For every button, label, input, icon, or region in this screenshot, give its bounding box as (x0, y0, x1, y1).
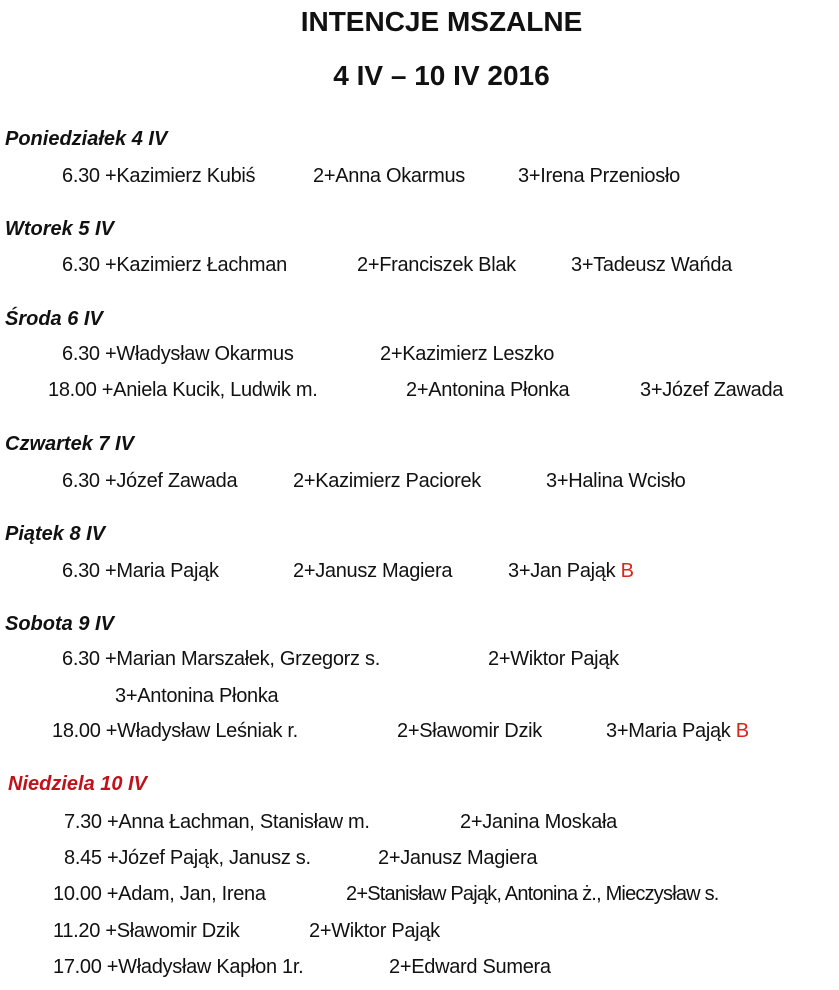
intention-3: 3+Tadeusz Wańda (571, 254, 732, 276)
intention-text: 3+Maria Pająk (606, 720, 731, 742)
intention-2: 2+Kazimierz Paciorek (293, 470, 481, 492)
day-heading-friday: Piątek 8 IV (5, 523, 106, 545)
b-marker: B (735, 720, 749, 742)
intention-1: 18.00 +Aniela Kucik, Ludwik m. (48, 379, 318, 401)
intention-2: 2+Edward Sumera (389, 956, 551, 978)
intention-1: 6.30 +Kazimierz Łachman (62, 254, 287, 276)
day-heading-saturday: Sobota 9 IV (5, 613, 114, 635)
intention-1: 7.30 +Anna Łachman, Stanisław m. (64, 811, 370, 833)
intention-3: 3+Irena Przeniosło (518, 165, 680, 187)
intention-2: 2+Antonina Płonka (406, 379, 570, 401)
intention-3 (508, 560, 634, 583)
day-heading-wednesday: Środa 6 IV (5, 308, 103, 330)
intention-1: 18.00 +Władysław Leśniak r. (52, 720, 298, 742)
intention-3: 3+Halina Wcisło (546, 470, 686, 492)
day-heading-thursday: Czwartek 7 IV (5, 433, 134, 455)
intention-1: 6.30 +Maria Pająk (62, 560, 219, 582)
date-range: 4 IV – 10 IV 2016 (333, 60, 550, 91)
day-heading-sunday: Niedziela 10 IV (8, 773, 147, 795)
intention-2: 2+Wiktor Pająk (488, 648, 619, 670)
intention-3 (606, 720, 749, 743)
intention-3: 3+Antonina Płonka (115, 685, 279, 707)
document-title: INTENCJE MSZALNE (300, 6, 583, 37)
intention-2: 2+Kazimierz Leszko (380, 343, 555, 365)
intention-1: 11.20 +Sławomir Dzik (53, 920, 240, 942)
intention-text: 3+Jan Pająk (508, 560, 616, 582)
b-marker: B (620, 560, 634, 582)
intention-1: 17.00 +Władysław Kapłon 1r. (53, 956, 304, 978)
day-heading-monday: Poniedziałek 4 IV (5, 128, 168, 150)
intention-1: 8.45 +Józef Pająk, Janusz s. (64, 847, 311, 869)
intention-2: 2+Stanisław Pająk, Antonina ż., Mieczysław s. (346, 883, 719, 905)
intention-1: 6.30 +Kazimierz Kubiś (62, 165, 256, 187)
intention-2: 2+Sławomir Dzik (397, 720, 542, 742)
intention-2: 2+Anna Okarmus (313, 165, 465, 187)
intention-2: 2+Wiktor Pająk (309, 920, 440, 942)
day-heading-tuesday: Wtorek 5 IV (5, 218, 114, 240)
intention-2: 2+Janina Moskała (460, 811, 617, 833)
intention-2: 2+Franciszek Blak (357, 254, 516, 276)
intention-2: 2+Janusz Magiera (378, 847, 538, 869)
intention-3: 3+Józef Zawada (640, 379, 784, 401)
intention-2: 2+Janusz Magiera (293, 560, 453, 582)
intention-1: 10.00 +Adam, Jan, Irena (53, 883, 266, 905)
intention-1: 6.30 +Marian Marszałek, Grzegorz s. (62, 648, 380, 670)
intention-1: 6.30 +Władysław Okarmus (62, 343, 294, 365)
intention-1: 6.30 +Józef Zawada (62, 470, 238, 492)
